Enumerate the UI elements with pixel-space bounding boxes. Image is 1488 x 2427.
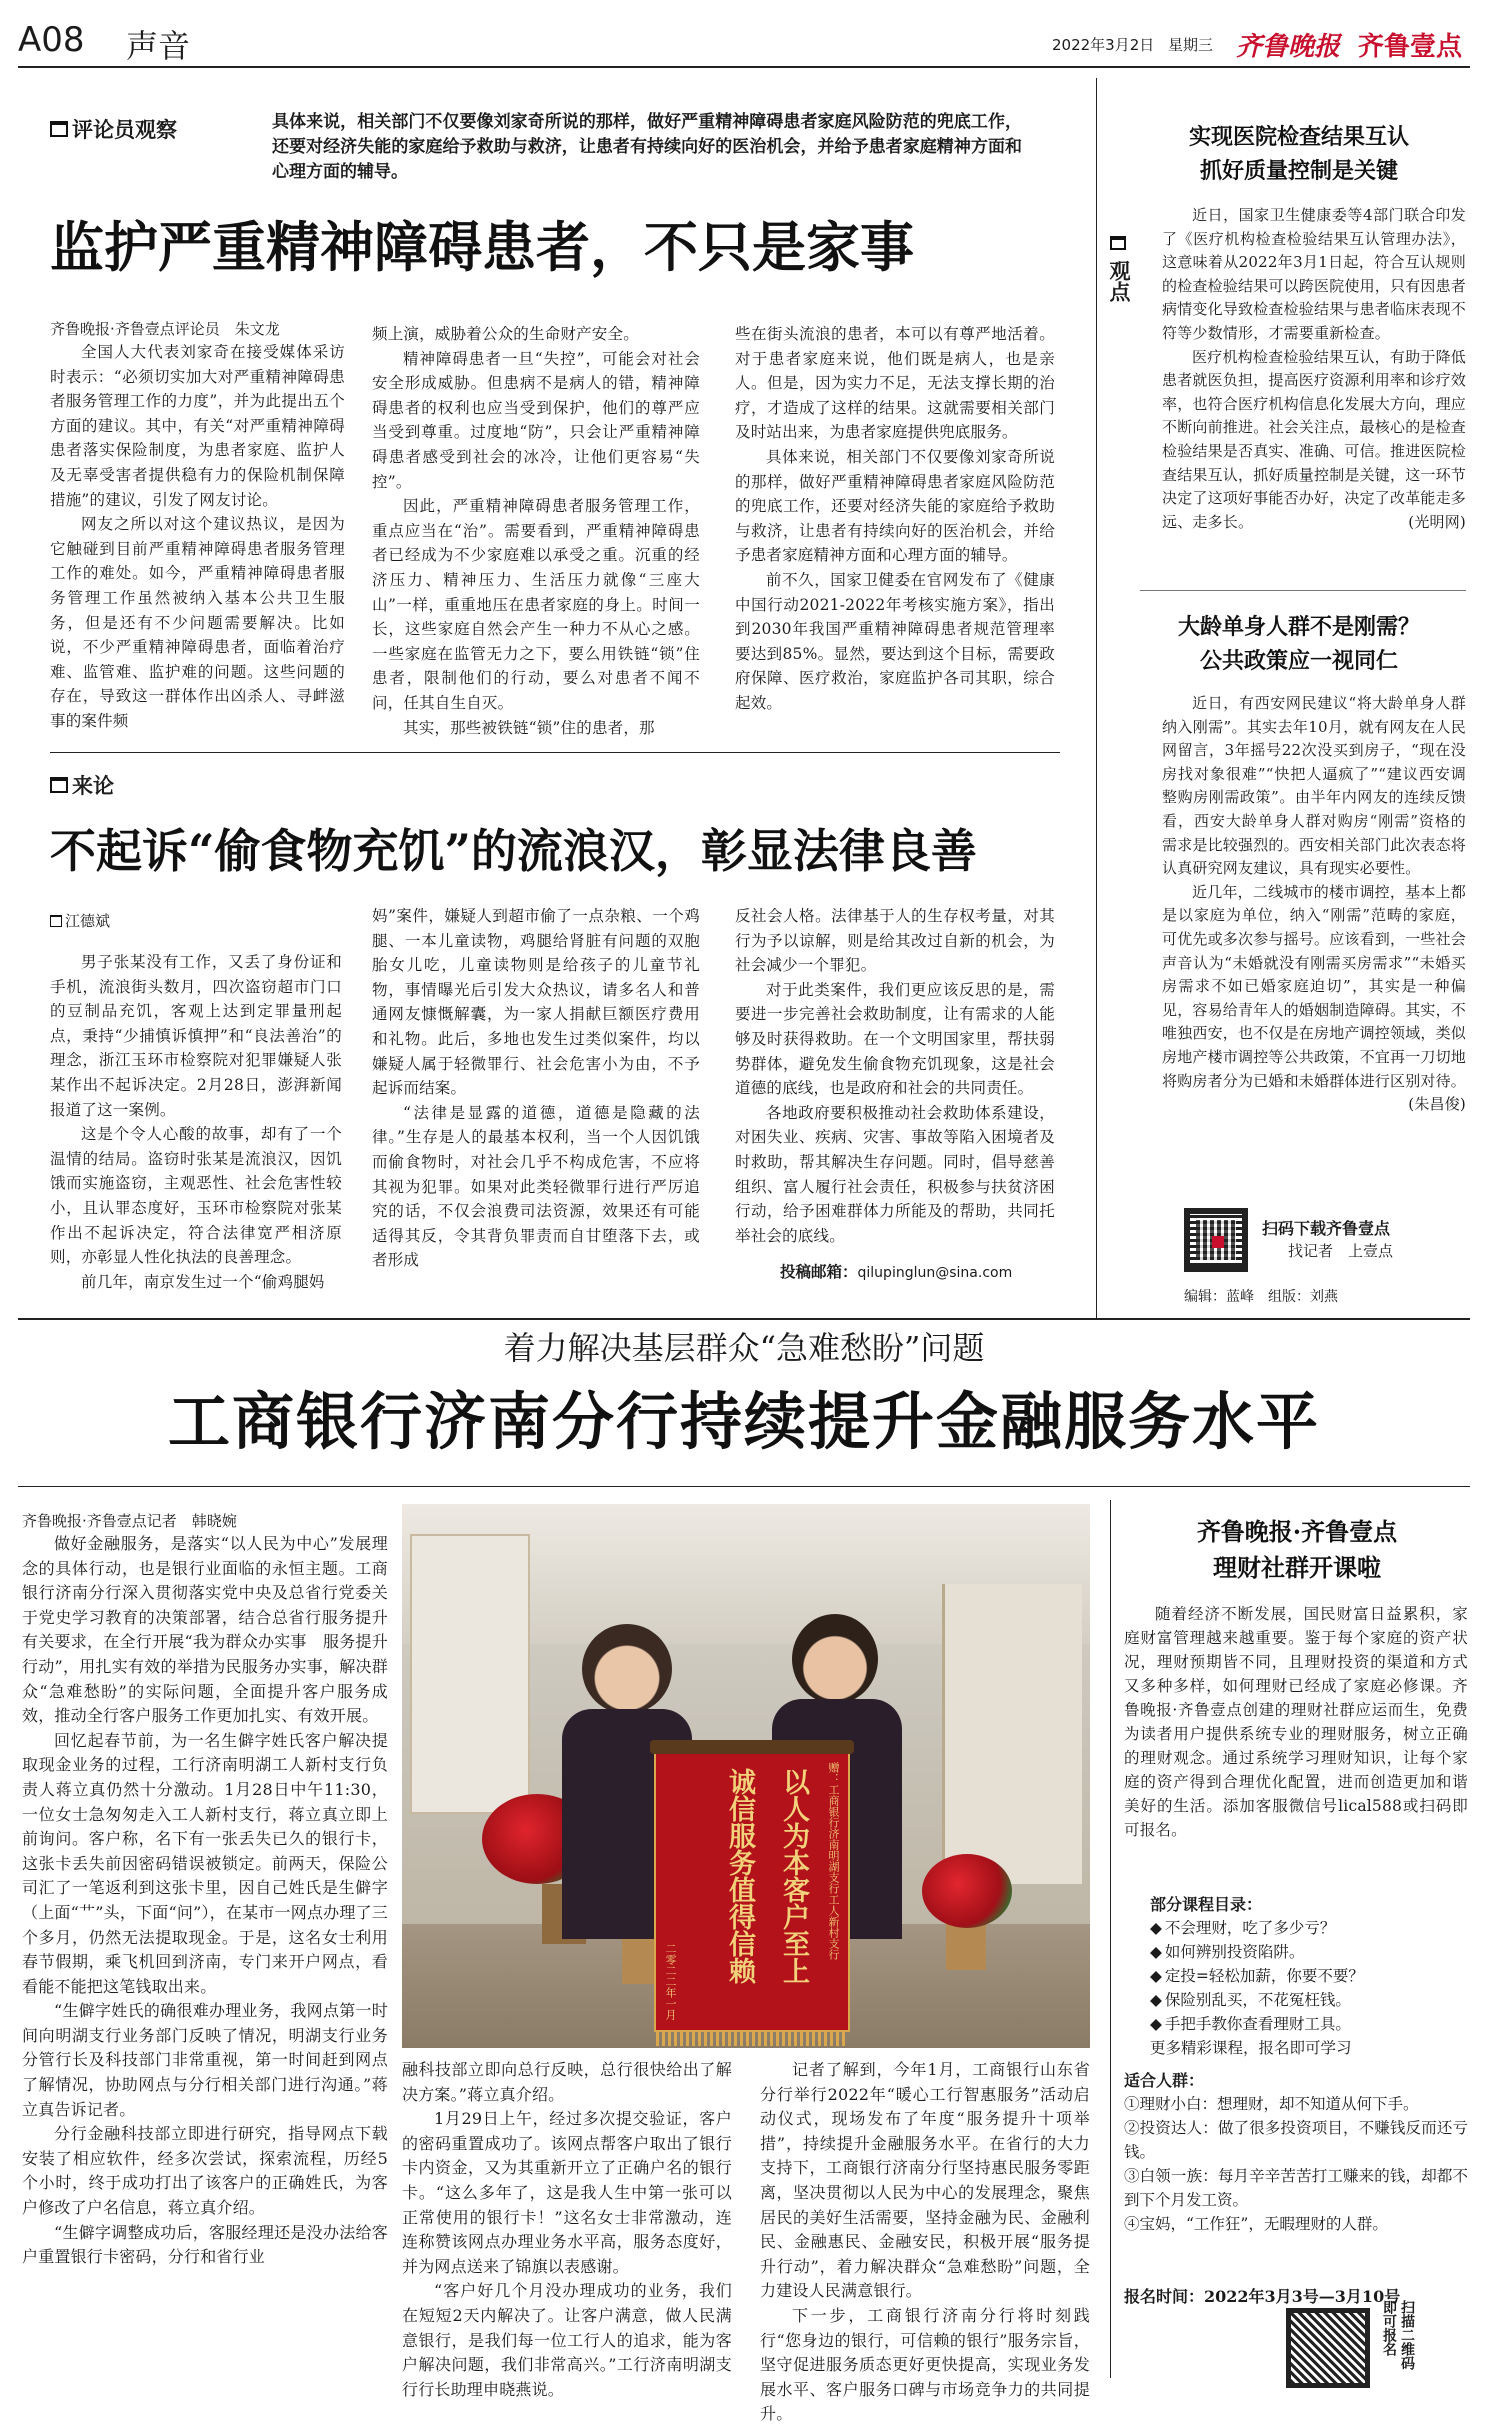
divider-article1 <box>50 752 1060 753</box>
column-tag-viewpoint: 观点 <box>1106 230 1130 302</box>
paragraph: 网友之所以对这个建议热议，是因为它触碰到目前严重精神障碍患者服务管理工作的难处。如今，严重精神障碍患者服务管理工作虽然被纳入基本公共卫生服务，但是还有不少问题需要解决。比如说，不少严重精神障碍患者，面临着治疗难、监管难、监护难的问题。这些问题的存在，导致这一群体作出凶杀人、寻衅滋事的案件频 <box>50 515 345 730</box>
paragraph: 随着经济不断发展，国民财富日益累积，家庭财富管理越来越重要。鉴于每个家庭的资产状况，理财预期皆不同，且理财投资的渠道和方式又多种多样，如何理财已经成了家庭必修课。齐鲁晚报·齐鲁壹点创建的理财社群应运而生，免费为读者用户提供系统专业的理财服务，树立正确的理财观念。通过系统学习理财知识，让每个家庭的资产得到合理优化配置，进而创造更加和谐美好的生活。添加客服微信号lical588或扫码即可报名。 <box>1124 1605 1468 1839</box>
course-item: ◆ 保险别乱买，不花冤枉钱。 <box>1150 1991 1351 2009</box>
person-left <box>582 1624 672 1714</box>
paragraph: “客户好几个月没办理成功的业务，我们在短短2天内解决了。让客户满意，做人民满意银行，是我们每一位工行人的追求，能为客户解决问题，我们非常高兴。”工行济南明湖支行行长助理申晓燕说。 <box>402 2281 732 2399</box>
person-right <box>792 1614 878 1704</box>
diamond-bullet-icon: ◆ <box>1150 2015 1162 2033</box>
tag-box-icon <box>1110 236 1126 250</box>
paragraph: 其实，那些被铁链“锁”住的患者，那 <box>403 718 655 737</box>
divider-vertical-right <box>1096 78 1097 1318</box>
author-box-icon <box>50 915 62 927</box>
banner-date: 二零二二年一月 <box>664 1943 677 2020</box>
brand-logo-a: 齐鲁晚报 <box>1236 32 1341 62</box>
source-credit: (朱昌俊) <box>1408 1095 1466 1114</box>
paragraph: 各地政府要积极推动社会救助体系建设，对困失业、疾病、灾害、事故等陷入困境者及时救助，帮其解决生存问题。同时，倡导慈善组织、富人履行社会责任，积极参与扶贫济困行动，给予困难群体力所能及的帮助，共同托举社会的底线。 <box>735 1103 1055 1245</box>
audience-item: ③白领一族：每月辛辛苦苦打工赚来的钱，却都不到下个月发工资。 <box>1124 2167 1468 2209</box>
signup-deadline: 报名时间：2022年3月3号—3月10号 <box>1124 2287 1401 2306</box>
article2-title: 不起诉“偷食物充饥”的流浪汉，彰显法律良善 <box>50 824 977 878</box>
club-title: 齐鲁晚报·齐鲁壹点 理财社群开课啦 <box>1196 1517 1398 1582</box>
paragraph: 前不久，国家卫健委在官网发布了《健康中国行动2021-2022年考核实施方案》，指出到2030年我国严重精神障碍患者规范管理率要达到85%。显然，要达到这个目标，需要政府保障、医疗救治，家庭监护各司其职，综合起效。 <box>735 570 1055 712</box>
submission-email: 投稿邮箱：qilupinglun@sina.com <box>780 1262 1013 1281</box>
banner-line2: 诚信服务值得信赖 <box>724 1768 755 1984</box>
paragraph: 记者了解到，今年1月，工商银行山东省分行举行2022年“暖心工行智惠服务”活动启动仪式，现场发布了年度“服务提升十项举措”，持续提升金融服务水平。在省行的大力支持下，工商银行济南分行坚持惠民服务零距离，坚决贯彻以人民为中心的发展理念，聚焦居民的美好生活需要，坚持金融为民、金融利民、金融惠民、金融安民，积极开展“服务提升行动”，着力解决群众“急难愁盼”问题，全力建设人民满意银行。 <box>760 2060 1090 2301</box>
banner-line1: 以人为本客户至上 <box>778 1768 809 1984</box>
qr-caption-line1: 扫码下载齐鲁壹点 <box>1262 1219 1391 1238</box>
qr-signup-caption: 扫描二维码 即可报名 <box>1381 2300 1415 2384</box>
diamond-bullet-icon: ◆ <box>1150 1919 1162 1937</box>
feature-column-2 <box>402 2058 732 2399</box>
diamond-bullet-icon: ◆ <box>1150 1991 1162 2009</box>
paragraph: 些在街头流浪的患者，本可以有尊严地活着。对于患者家庭来说，他们既是病人，也是亲人。但是，因为实力不足，无法支撑长期的治疗，才造成了这样的结果。这就需要相关部门及时站出来，为患者家庭提供兜底服务。 <box>735 325 1055 442</box>
paragraph: 下一步，工商银行济南分行将时刻践行“您身边的银行，可信赖的银行”服务宗旨，坚守促进服务质态更好更快提高，实现业务发展水平、客户服务口碑与市场竞争力的共同提升。 <box>760 2305 1090 2424</box>
tag-box-icon <box>50 121 68 137</box>
editor-credits: 编辑：蓝峰 组版：刘燕 <box>1184 1289 1338 1305</box>
feature-column-3 <box>760 2058 1090 2424</box>
feature-photo <box>402 1504 1090 2048</box>
sidebar2-title: 大龄单身人群不是刚需？ 公共政策应一视同仁 <box>1177 614 1420 674</box>
qr-code-download[interactable] <box>1184 1208 1248 1272</box>
column-tag-laihun: 来论 <box>50 770 114 800</box>
course-item: ◆ 不会理财，吃了多少亏？ <box>1150 1919 1336 1937</box>
course-item: 更多精彩课程，报名即可学习 <box>1150 2039 1352 2057</box>
paragraph: “生僻字姓氏的确很难办理业务，我网点第一时间向明湖支行业务部门反映了情况，明湖支行业务分管行长及科技部门非常重视，第一时间赶到网点了解情况，协助网点与分行相关部门进行沟通。”蒋立真告诉记者。 <box>22 2001 388 2119</box>
diamond-bullet-icon: ◆ <box>1150 1967 1162 1985</box>
issue-weekday: 星期三 <box>1168 36 1214 54</box>
issue-date: 2022年3月2日 <box>1052 36 1155 54</box>
paragraph: 男子张某没有工作，又丢了身份证和手机，流浪街头数月，四次盗窃超市门口的豆制品充饥，客观上达到定罪量刑起点，秉持“少捕慎诉慎押”和“良法善治”的理念，浙江玉环市检察院对犯罪嫌疑人张某作出不起诉决定。2月28日，澎湃新闻报道了这一案例。 <box>50 953 342 1119</box>
paragraph: “生僻字调整成功后，客服经理还是没办法给客户重置银行卡密码，分行和省行业 <box>22 2222 388 2267</box>
page-number: A08 <box>18 20 85 60</box>
paragraph: 全国人大代表刘家奇在接受媒体采访时表示：“必须切实加大对严重精神障碍患者服务管理工作的力度”，并为此提出五个方面的建议。其中，有关“对严重精神障碍患者落实保险制度，为患者家庭、监护人及无辜受害者提供稳有力的保险机制保障措施”的建议，引发了网友讨论。 <box>50 343 345 509</box>
section-name: 声音 <box>126 27 191 65</box>
paragraph: 分行金融科技部立即进行研究，指导网点下载安装了相应软件，经多次尝试，探索流程，历经5个小时，终于成功打出了该客户的正确姓氏，为客户修改了户名信息，蒋立真介绍。 <box>22 2124 388 2218</box>
article2-column-1 <box>50 950 342 1290</box>
sidebar1-body <box>1162 204 1466 576</box>
article1-column-1 <box>50 340 345 736</box>
silk-banner <box>654 1752 850 2032</box>
feature-byline: 齐鲁晚报·齐鲁壹点记者 韩晓婉 <box>22 1512 237 1530</box>
paragraph: 频上演，威胁着公众的生命财产安全。 <box>372 325 639 343</box>
paragraph: 妈”案件，嫌疑人到超市偷了一点杂粮、一个鸡腿、一本儿童读物，鸡腿给肾脏有问题的双胞胎女儿吃，儿童读物则是给孩子的儿童节礼物，事情曝光后引发大众热议，请多名人和普通网友慷慨解囊，为一家人捐献巨额医疗费用和礼物。此后，多地也发生过类似案件，均以嫌疑人属于轻微罪行、社会危害小为由，不予起诉而结案。 <box>372 907 700 1098</box>
paragraph: 对于此类案件，我们更应该反思的是，需要进一步完善社会救助制度，让有需求的人能够及时获得救助。在一个文明国家里，帮扶弱势群体，避免发生偷食物充饥现象，这是社会道德的底线，也是政府和社会的共同责任。 <box>735 980 1055 1098</box>
audience-item: ①理财小白：想理财，却不知道从何下手。 <box>1124 2095 1419 2113</box>
audience-item: ②投资达人：做了很多投资项目，不赚钱反而还亏钱。 <box>1124 2119 1468 2161</box>
feature-kicker: 着力解决基层群众“急难愁盼”问题 <box>503 1329 985 1367</box>
qr-code-signup[interactable] <box>1286 2308 1370 2388</box>
article1-lead: 具体来说，相关部门不仅要像刘家奇所说的那样，做好严重精神障碍患者家庭风险防范的兜底工作，还要对经济失能的家庭给予救助与救济，让患者有持续向好的医治机会，并给予患者家庭精神方面和心理方面的辅导。 <box>272 112 1022 182</box>
divider-vertical-club <box>1110 1500 1111 2378</box>
course-item: ◆ 定投=轻松加薪，你要不要？ <box>1150 1967 1364 1985</box>
paragraph: 做好金融服务，是落实“以人民为中心”发展理念的具体行动，也是银行业面临的永恒主题。工商银行济南分行深入贯彻落实党中央及总省行党委关于党史学习教育的决策部署，结合总省行服务提升有关要求，在全行开展“我为群众办实事 服务提升行动”，用扎实有效的举措为民服务办实事，解决群众“急难愁盼”的实际问题，全面提升客户服务成效，推动全行客户服务工作更加扎实、有效开展。 <box>22 1534 388 1726</box>
paragraph: 这是个令人心酸的故事，却有了一个温情的结局。盗窃时张某是流浪汉，因饥饿而实施盗窃，主观恶性、社会危害性较小，且认罪态度好，玉环市检察院对张某作出不起诉决定，符合法律宽严相济原则，亦彰显人性化执法的良善理念。 <box>50 1125 342 1267</box>
feature-column-1 <box>22 1532 388 2378</box>
source-credit: (光明网) <box>1408 512 1466 531</box>
divider-sidebar1 <box>1140 590 1466 591</box>
course-heading: 部分课程目录： <box>1150 1895 1263 1914</box>
course-item: ◆ 手把手教你查看理财工具。 <box>1150 2015 1351 2033</box>
paragraph: 前几年，南京发生过一个“偷鸡腿妈 <box>81 1272 325 1291</box>
masthead-rule <box>18 66 1470 68</box>
banner-dedication: 赠：工商银行济南明湖支行工人新村支行 <box>827 1762 840 1960</box>
divider-feature-title <box>18 1486 1470 1487</box>
paragraph: “法律是显露的道德，道德是隐藏的法律。”生存是人的最基本权利，当一个人因饥饿而偷食物时，对社会几乎不构成危害，不应将其视为犯罪。如果对此类轻微罪行进行严厉追究的话，不仅会浪费司法资源，效果还有可能适得其反，令其背负罪责而自甘堕落下去，或者形成 <box>372 1103 700 1270</box>
sidebar2-body <box>1162 692 1466 1158</box>
paragraph: 1月29日上午，经过多次提交验证，客户的密码重置成功了。该网点帮客户取出了银行卡内资金，又为其重新开立了正确户名的银行卡。“这么多年了，这是我人生中第一张可以正常使用的银行卡！”这名女士非常激动，连连称赞该网点办理业务水平高，服务态度好，并为网点送来了锦旗以表感谢。 <box>402 2109 732 2276</box>
audience-list <box>1124 2092 1468 2236</box>
audience-heading: 适合人群： <box>1124 2071 1205 2090</box>
article1-column-2 <box>372 322 700 736</box>
paragraph: 精神障碍患者一旦“失控”，可能会对社会安全形成威胁。但患病不是病人的错，精神障碍患者的权利也应当受到保护，他们的尊严应当受到尊重。过度地“防”，只会让严重精神障碍患者感受到社会的冰冷，让他们更容易“失控”。 <box>372 349 700 491</box>
brand-logo-b: 齐鲁壹点 <box>1358 32 1463 62</box>
column-tag-commentary: 评论员观察 <box>50 114 177 144</box>
article2-column-3 <box>735 904 1055 1260</box>
paragraph: 近日，国家卫生健康委等4部门联合印发了《医疗机构检查检验结果互认管理办法》，这意味着从2022年3月1日起，符合互认规则的检查检验结果可以跨医院使用，只有因患者病情变化导致检查检验结果与患者临床表现不符等少数情形，才需要重新检查。 <box>1162 206 1467 342</box>
feature-title: 工商银行济南分行持续提升金融服务水平 <box>167 1385 1320 1458</box>
club-intro <box>1124 1602 1468 1890</box>
paragraph: 回忆起春节前，为一名生僻字姓氏客户解决提取现金业务的过程，工行济南明湖工人新村支行负责人蒋立真仍然十分激动。1月28日中午11:30，一位女士急匆匆走入工人新村支行，蒋立真立即上前询问。客户称，名下有一张丢失已久的银行卡，这张卡丢失前因密码错误被锁定。前两天，保险公司汇了一笔返利到这张卡里，因自己姓氏是生僻字（上面“艹”头，下面“问”），在某市一网点办理了三个多月，仍然无法提取现金。于是，这名女士利用春节假期，乘飞机回到济南，专门来开户网点，看看能不能把这笔钱取出来。 <box>22 1730 388 1996</box>
paragraph: 反社会人格。法律基于人的生存权考量，对其行为予以谅解，则是给其改过自新的机会，为社会减少一个罪犯。 <box>735 907 1055 975</box>
audience-item: ④宝妈，“工作狂”，无暇理财的人群。 <box>1124 2215 1388 2233</box>
article1-title: 监护严重精神障碍患者，不只是家事 <box>50 215 914 279</box>
course-item: ◆ 如何辨别投资陷阱。 <box>1150 1943 1305 1961</box>
paragraph: 医疗机构检查检验结果互认，有助于降低患者就医负担，提高医疗资源利用率和诊疗效率，也符合医疗机构信息化发展大方向，理应不断向前推进。社会关注点，最核心的是检查检验结果是否真实、准确、可信。推进医院检查结果互认，抓好质量控制是关键，这一环节决定了这项好事能否办好，决定了改革能走多远、走多长。 (光明网) <box>1162 346 1466 535</box>
paragraph: 融科技部立即向总行反映，总行很快给出了解决方案。”蒋立真介绍。 <box>402 2060 732 2104</box>
masthead <box>18 18 1470 64</box>
tag-box-icon <box>50 777 68 793</box>
article1-column-3 <box>735 322 1055 736</box>
divider-feature <box>18 1318 1470 1320</box>
paragraph: 具体来说，相关部门不仅要像刘家奇所说的那样，做好严重精神障碍患者家庭风险防范的兜底工作，还要对经济失能的家庭给予救助与救济，让患者有持续向好的医治机会，并给予患者家庭精神方面和心理方面的辅导。 <box>735 447 1055 565</box>
email-link[interactable]: qilupinglun@sina.com <box>857 1265 1013 1281</box>
article2-column-2 <box>372 904 700 1290</box>
paragraph: 近几年，二线城市的楼市调控，基本上都是以家庭为单位，纳入“刚需”范畴的家庭，可优先或多次参与摇号。应该看到，一些社会声音认为“未婚就没有刚需买房需求”“未婚买房需求不如已婚家庭迫切”，其实是一种偏见，容易给青年人的婚姻制造障碍。其实，不唯独西安，也不仅是在房地产调控领域，类似房地产楼市调控等公共政策，不宜再一刀切地将购房者分为已婚和未婚群体进行区别对待。 (朱昌俊) <box>1162 881 1466 1093</box>
article2-byline: 江德斌 <box>50 910 110 931</box>
article1-byline: 齐鲁晚报·齐鲁壹点评论员 朱文龙 <box>50 320 280 338</box>
paragraph: 因此，严重精神障碍患者服务管理工作，重点应当在“治”。需要看到，严重精神障碍患者已经成为不少家庭难以承受之重。沉重的经济压力、精神压力、生活压力就像“三座大山”一样，重重地压在患者家庭的身上。时间一长，这些家庭自然会产生一种力不从心之感。一些家庭在监管无力之下，要么用铁链“锁”住患者，限制他们的行动，要么对患者不闻不问，任其自生自灭。 <box>372 497 700 712</box>
paragraph: 近日，有西安网民建议“将大龄单身人群纳入刚需”。其实去年10月，就有网友在人民网留言，3年摇号22次没买到房子，“现在没房找对象很难”“快把人逼疯了”“建议西安调整购房刚需政策”。由半年内网友的连续反馈看，西安大龄单身人群对购房“刚需”资格的需求是比较强烈的。西安相关部门此次表态将认真研究网友建议，具有现实必要性。 <box>1162 694 1467 878</box>
sidebar1-title: 实现医院检查结果互认 抓好质量控制是关键 <box>1188 124 1409 184</box>
diamond-bullet-icon: ◆ <box>1150 1943 1162 1961</box>
course-list <box>1150 1916 1468 2060</box>
qr-caption-line2: 找记者 上壹点 <box>1288 1242 1394 1260</box>
